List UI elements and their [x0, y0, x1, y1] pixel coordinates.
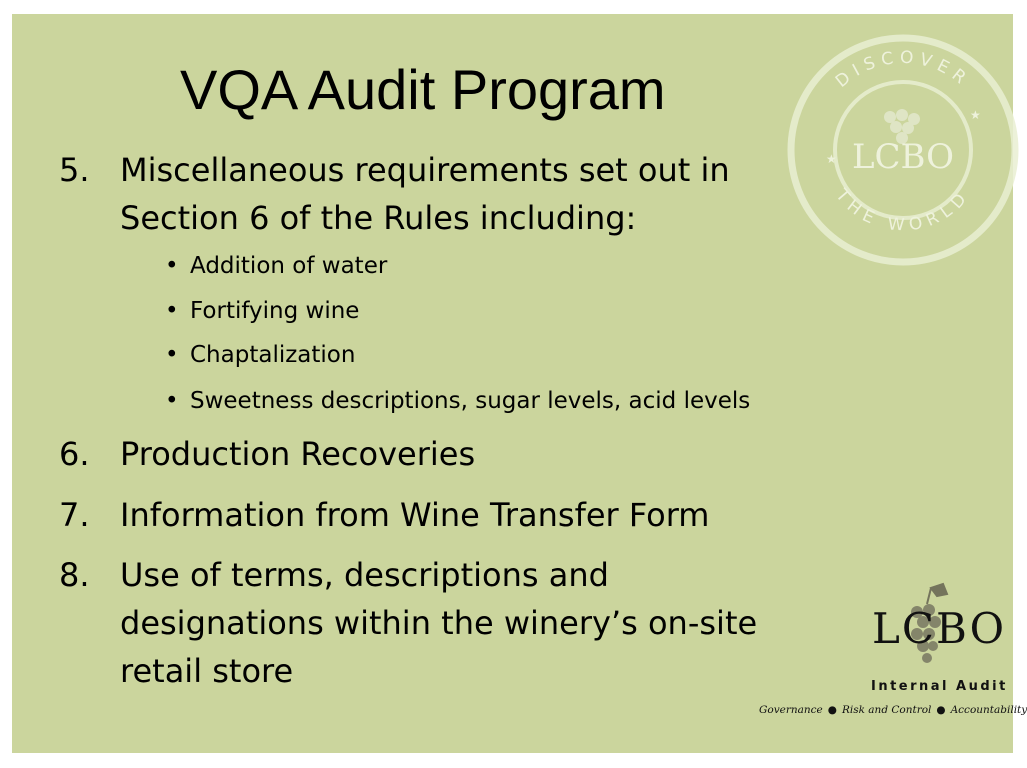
- item-number: 7.: [59, 496, 90, 534]
- lcbo-discover-stamp: [786, 33, 1020, 267]
- sub-item-label: Sweetness descriptions, sugar levels, acid levels: [190, 388, 751, 414]
- bullet-icon: •: [165, 388, 179, 414]
- list-item: [59, 430, 475, 478]
- bullet-icon: •: [165, 298, 179, 324]
- sub-item-label: Addition of water: [190, 253, 388, 279]
- stamp-star-left: ★: [826, 152, 837, 166]
- list-item: [59, 551, 757, 695]
- lcbo-logo-text: LCBO: [872, 604, 1007, 653]
- stamp-logo: LCBO: [851, 137, 955, 177]
- sub-list-item: [165, 251, 387, 281]
- sub-list-item: [165, 340, 355, 370]
- list-item: [59, 146, 730, 242]
- item-line: Miscellaneous requirements set out in: [120, 151, 730, 189]
- sub-item-label: Fortifying wine: [190, 298, 360, 324]
- item-number: 5.: [59, 151, 90, 189]
- slide: [12, 14, 1027, 753]
- list-item: [59, 491, 709, 539]
- stamp-top-text: DISCOVER: [831, 47, 975, 92]
- item-line: Information from Wine Transfer Form: [120, 496, 710, 534]
- item-line: Use of terms, descriptions and: [120, 556, 609, 594]
- item-line: Production Recoveries: [120, 435, 476, 473]
- tagline-governance: Governance: [759, 704, 823, 716]
- stamp-bottom-text: THE WORLD: [831, 185, 975, 236]
- separator-dot: ●: [827, 704, 837, 716]
- separator-dot: ●: [936, 704, 946, 716]
- sub-list-item: [165, 386, 750, 416]
- item-number: 6.: [59, 435, 90, 473]
- item-line: retail store: [120, 652, 294, 690]
- item-line: Section 6 of the Rules including:: [120, 199, 637, 237]
- bullet-icon: •: [165, 342, 179, 368]
- sub-list-item: [165, 296, 359, 326]
- slide-title: VQA Audit Program: [180, 58, 666, 121]
- item-number: 8.: [59, 556, 90, 594]
- stamp-star-right: ★: [970, 108, 981, 122]
- lcbo-internal-audit-logo: [737, 582, 1027, 732]
- internal-audit-label: Internal Audit: [871, 679, 1008, 694]
- sub-item-label: Chaptalization: [190, 342, 356, 368]
- tagline-accountability: Accountability: [950, 704, 1027, 716]
- bullet-icon: •: [165, 253, 179, 279]
- tagline-risk: Risk and Control: [841, 704, 932, 716]
- item-line: designations within the winery’s on-site: [120, 604, 758, 642]
- tagline: [759, 704, 1027, 716]
